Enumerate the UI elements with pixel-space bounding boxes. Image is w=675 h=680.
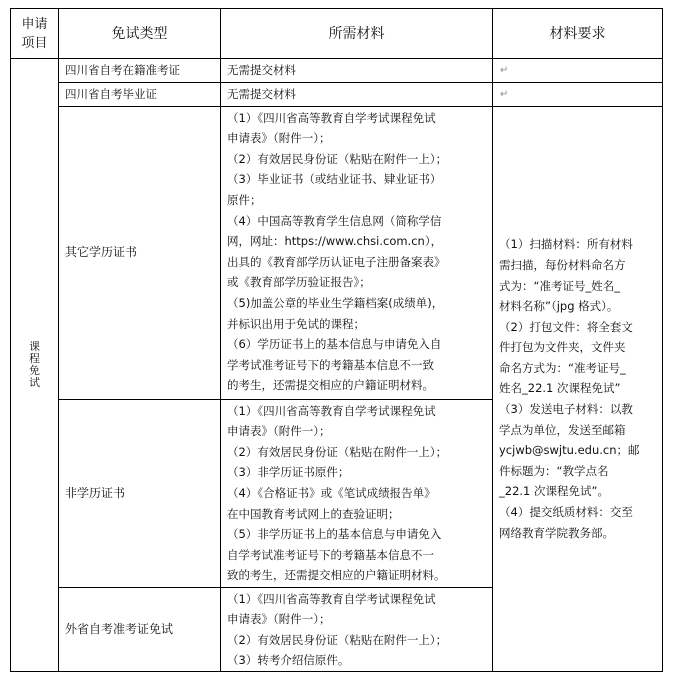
material-line: 申请表》（附件一）； [227,131,331,146]
type-exam-card: 四川省自考在籍准考证 [59,59,221,83]
requirement-line: 需扫描，每份材料命名方 [499,257,626,272]
material-line: 在中国教育考试网上的查验证明； [227,506,400,521]
materials-other-degree [221,106,493,399]
requirement-line: _22.1 次课程免试”。 [499,484,609,499]
header-row [11,9,663,59]
requirements-cell [493,106,663,671]
requirement-line: （1）扫描材料：所有材料 [499,237,633,252]
material-line: 并标识出用于免试的课程； [227,316,365,331]
requirement-line: 学点为单位，发送至邮箱 [499,422,626,437]
return-mark-icon: ↵ [500,89,509,100]
materials-exam-card: 无需提交材料 [221,59,493,83]
requirements-graduation [493,83,663,107]
type-graduation: 四川省自考毕业证 [59,83,221,107]
type-other-degree: 其它学历证书 [59,106,221,399]
category-cell [11,59,59,672]
header-type: 免试类型 [59,9,221,59]
material-line: 学考试准考证号下的考籍基本信息不一致 [227,357,434,372]
category-char: 试 [29,375,40,389]
material-line: （3）转考介绍信原件。 [227,653,350,668]
material-line: （1）《四川省高等教育自学考试课程免试 [227,110,436,125]
header-materials: 所需材料 [221,9,493,59]
requirement-line: ycjwb@swjtu.edu.cn；邮 [499,443,640,458]
requirement-line: 式为：“准考证号_姓名_ [499,278,620,293]
return-mark-icon: ↵ [500,65,509,77]
category-char: 程 [29,351,40,365]
requirement-line: （2）打包文件：将全套文 [499,319,633,334]
material-line: 致的考生，还需提交相应的户籍证明材料。 [227,568,446,583]
requirement-line: 姓名_22.1 次课程免试” [499,381,621,396]
material-line: （3）非学历证书原件； [227,465,350,480]
header-project-line1: 申请 [21,16,48,32]
category-char: 免 [29,363,40,377]
material-line: 申请表》（附件一）； [227,612,331,627]
category-char: 课 [29,339,40,353]
material-line: （5)加盖公章的毕业生学籍档案(成绩单)， [227,295,444,310]
type-other-province: 外省自考准考证免试 [59,587,221,671]
material-line: 出具的《教育部学历认证电子注册备案表》 [227,254,446,269]
exemption-table [10,8,663,672]
requirement-line: 件标题为：“教学点名 [499,463,609,478]
material-line: 网，网址：https://www.chsi.com.cn）， [227,234,443,249]
material-line: 自学考试准考证号下的考籍基本信息不一 [227,547,434,562]
row-other-degree [11,106,663,399]
material-line: （2）有效居民身份证（粘贴在附件一上）； [227,444,448,459]
materials-graduation: 无需提交材料 [221,83,493,107]
requirement-line: （3）发送电子材料：以教 [499,402,633,417]
requirement-line: 网络教育学院教务部。 [499,525,614,540]
requirement-line: （4）提交纸质材料：交至 [499,505,633,520]
row-graduation [11,83,663,107]
material-line: （3）毕业证书（或结业证书、肄业证书） [227,172,442,187]
material-line: （2）有效居民身份证（粘贴在附件一上）； [227,632,448,647]
material-line: 原件； [227,192,262,207]
materials-other-province [221,587,493,671]
requirement-line: 命名方式为：“准考证号_ [499,360,626,375]
material-line: 或《教育部学历验证报告》； [227,275,371,290]
requirement-line: 件打包为文件夹，文件夹 [499,340,626,355]
material-line: 申请表》（附件一）； [227,424,331,439]
material-line: 的考生，还需提交相应的户籍证明材料。 [227,378,434,393]
header-project-line2: 项目 [21,35,48,51]
material-line: （1）《四川省高等教育自学考试课程免试 [227,403,436,418]
type-non-degree: 非学历证书 [59,399,221,587]
material-line: （5）非学历证书上的基本信息与申请免入 [227,527,442,542]
material-line: （2）有效居民身份证（粘贴在附件一上）； [227,151,448,166]
header-requirements: 材料要求 [493,9,663,59]
material-line: （6）学历证书上的基本信息与申请免入自 [227,337,442,352]
material-line: （4）《合格证书》或《笔试成绩报告单》 [227,485,436,500]
row-exam-card [11,59,663,83]
requirements-exam-card [493,59,663,83]
header-project [11,9,59,59]
requirement-line: 材料名称”（jpg 格式）。 [499,299,619,314]
material-line: （4）中国高等教育学生信息网（简称学信 [227,213,442,228]
materials-non-degree [221,399,493,587]
material-line: （1）《四川省高等教育自学考试课程免试 [227,591,436,606]
